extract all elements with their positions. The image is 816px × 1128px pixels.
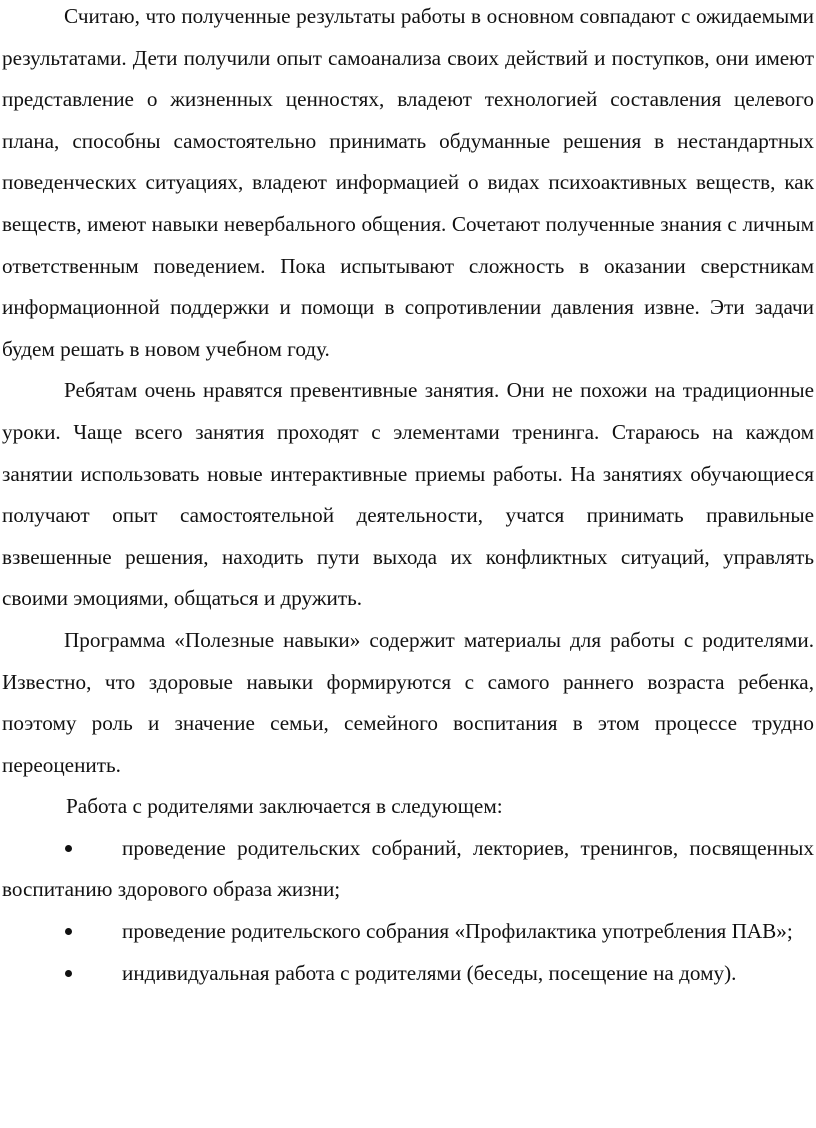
list-item-text: проведение родительских собраний, лекториев, тренингов, посвященных воспитанию здорового образа жизни; xyxy=(2,835,814,902)
paragraph-lessons: Ребятам очень нравятся превентивные занятия. Они не похожи на традиционные уроки. Чаще всего занятия проходят с элементами тренинга. Стараюсь на каждом занятии использовать новые интерактивные приемы работы. На занятиях обучающиеся получают опыт самостоятельной деятельности, учатся принимать правильные взвешенные решения, находить пути выхода их конфликтных ситуаций, управлять своими эмоциями, общаться и дружить. xyxy=(2,378,814,611)
paragraph-results: Считаю, что полученные результаты работы в основном совпадают с ожидаемыми результатами. Дети получили опыт самоанализа своих действий и поступков, они имеют представление о жизненных ценностях, владеют технологией составления целевого плана, способны самостоятельно принимать обдуманные решения в нестандартных поведенческих ситуациях, владеют информацией о видах психоактивных веществ, как веществ, имеют навыки невербального общения. Сочетают полученные знания с личным ответственным поведением. Пока испытывают сложность в оказании сверстникам информационной поддержки и помощи в сопротивлении давления извне. Эти задачи будем решать в новом учебном году. xyxy=(2,4,814,361)
list-item-text: индивидуальная работа с родителями (беседы, посещение на дому). xyxy=(122,960,737,985)
bullet-icon xyxy=(65,845,72,852)
list-item xyxy=(2,953,814,995)
list-item xyxy=(2,828,814,911)
list-item xyxy=(2,911,814,953)
bullet-icon xyxy=(65,928,72,935)
list-intro: Работа с родителями заключается в следующем: xyxy=(66,794,503,819)
paragraph-program: Программа «Полезные навыки» содержит материалы для работы с родителями. Известно, что здоровые навыки формируются с самого раннего возраста ребенка, поэтому роль и значение семьи, семейного воспитания в этом процессе трудно переоценить. xyxy=(2,627,814,777)
list-item-text: проведение родительского собрания «Профилактика употребления ПАВ»; xyxy=(122,919,793,944)
parent-work-list xyxy=(2,828,814,994)
bullet-icon xyxy=(65,970,72,977)
